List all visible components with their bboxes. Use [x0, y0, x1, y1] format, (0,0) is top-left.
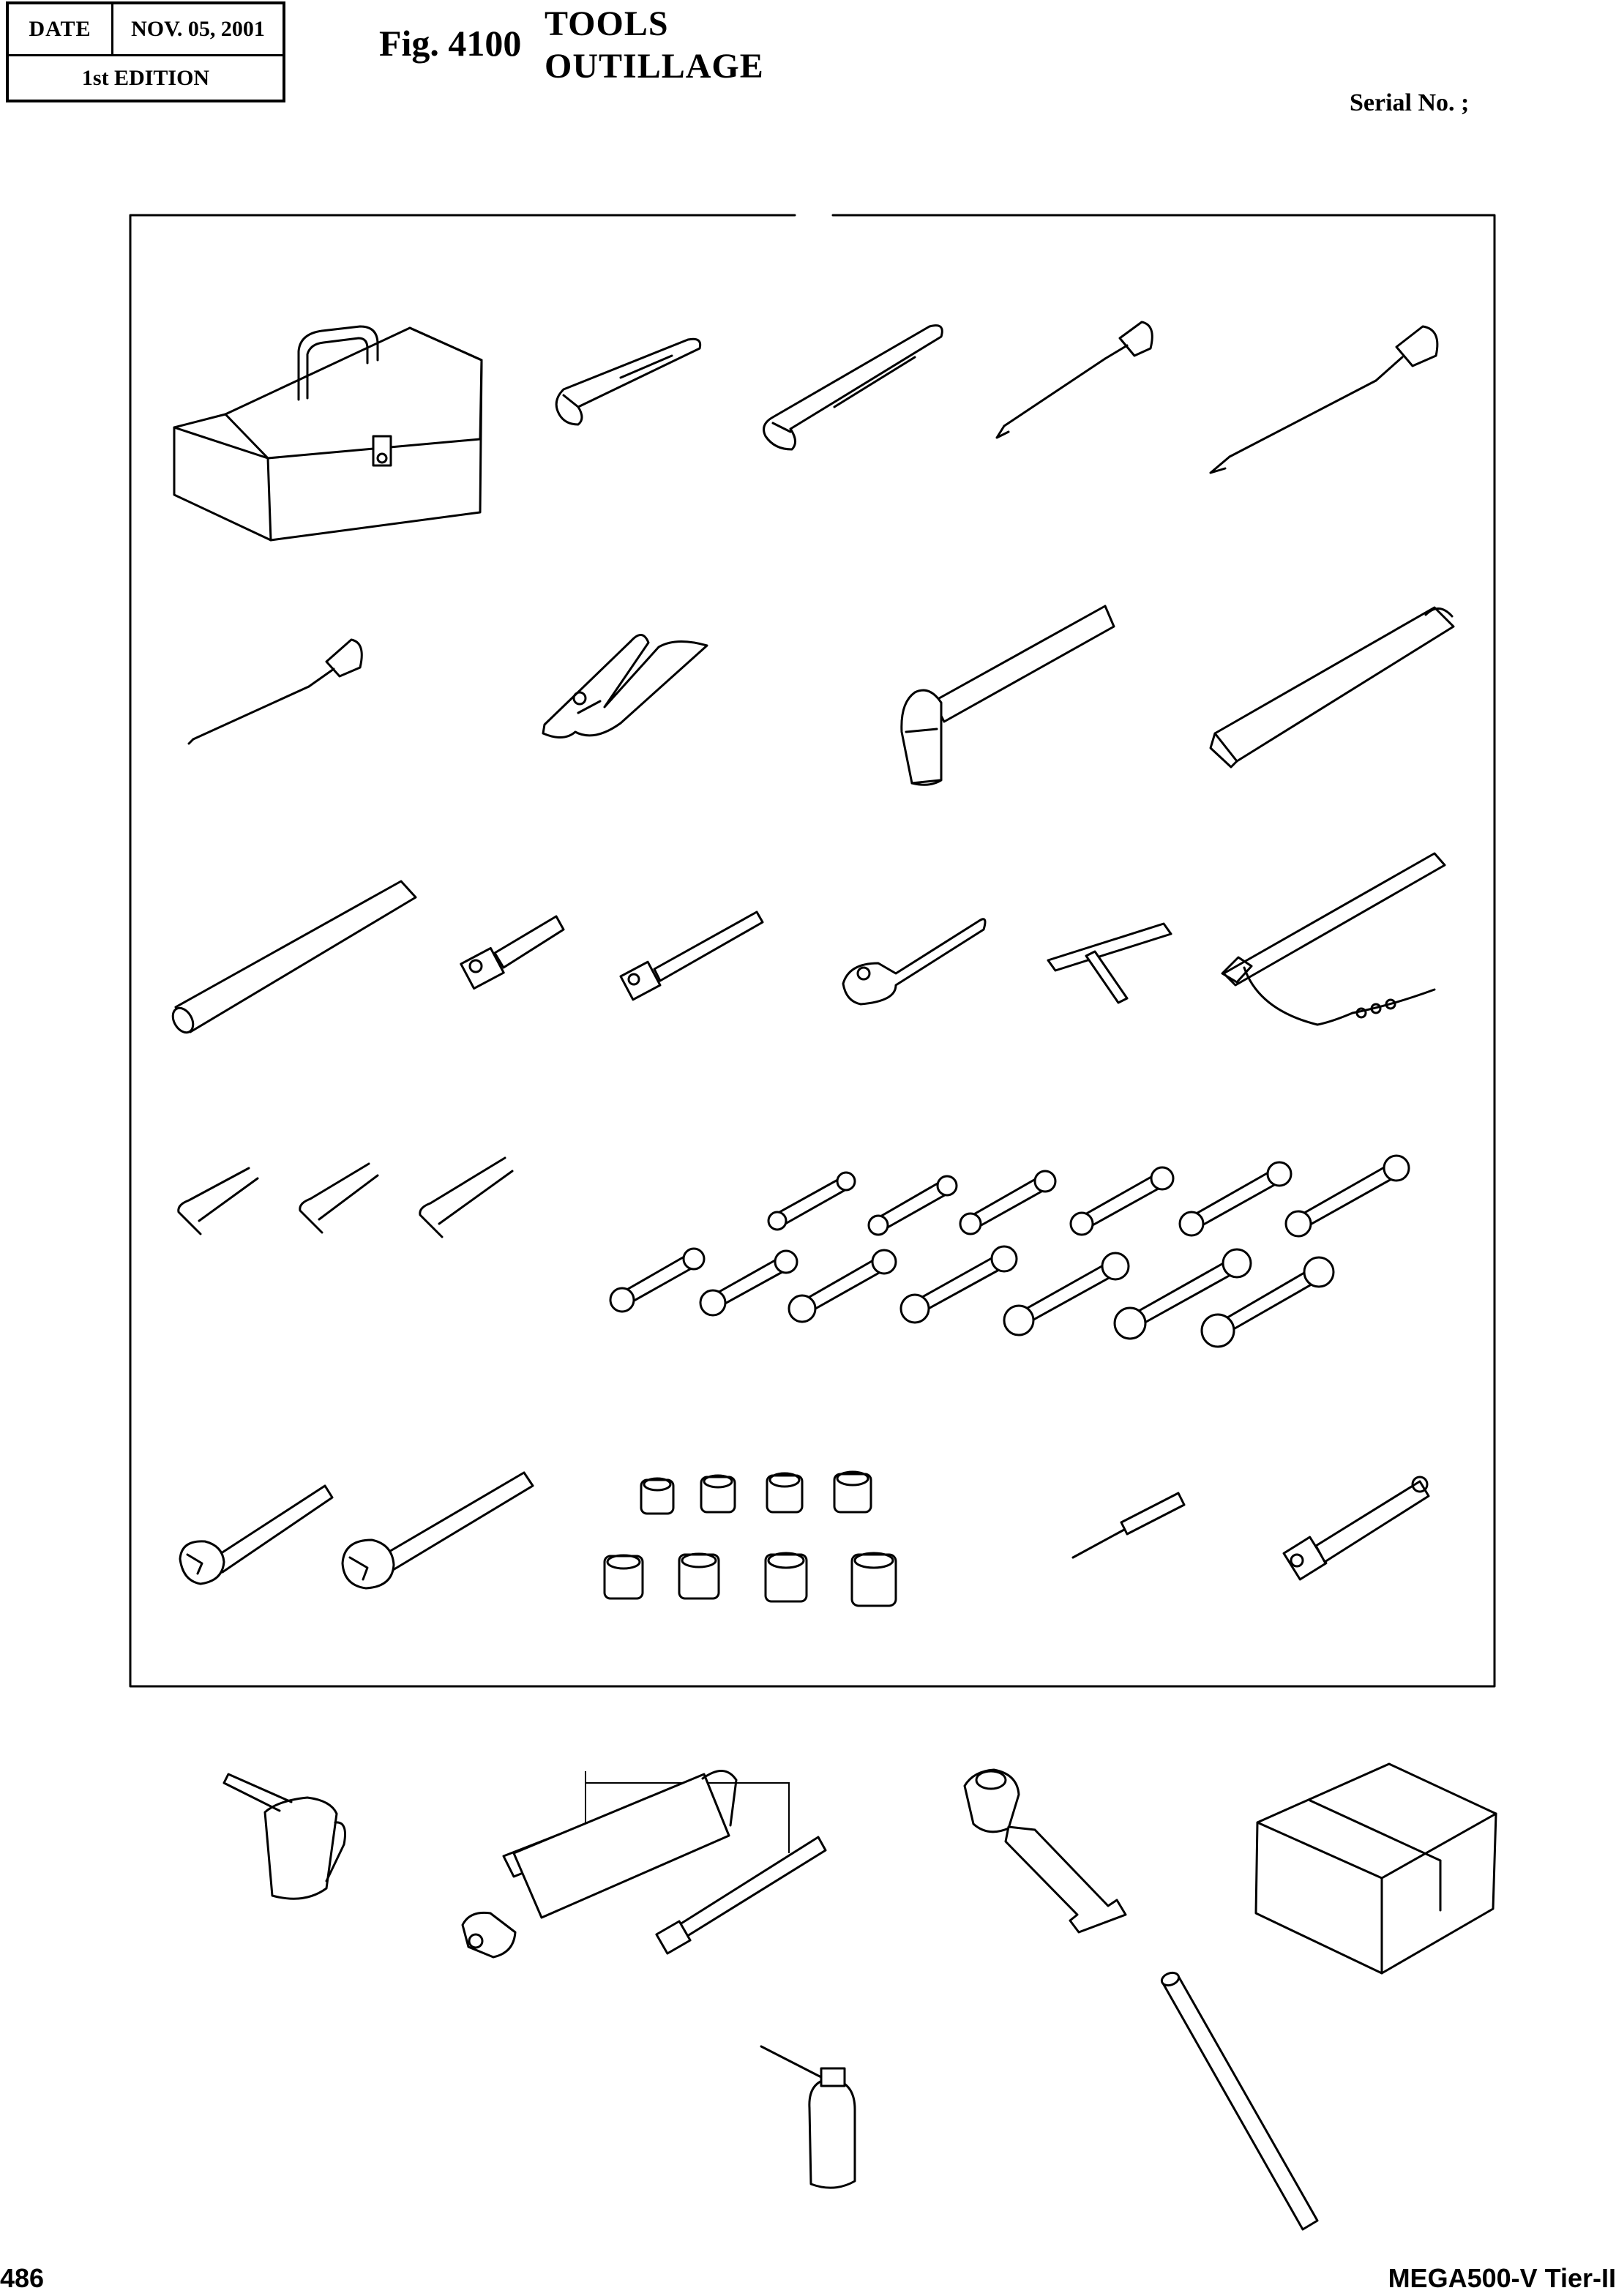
bar-long-icon — [1160, 1970, 1317, 2229]
oiler-icon — [761, 2046, 855, 2188]
figure-number: Fig. 4100 — [379, 23, 522, 64]
screwdriver-large-icon — [1211, 326, 1437, 473]
edition-label: 1st EDITION — [81, 65, 210, 90]
title-french: OUTILLAGE — [545, 47, 764, 86]
box-wrench-icon — [1284, 1477, 1429, 1579]
serial-number: Serial No. ; — [1350, 89, 1470, 116]
extension-bar-icon — [169, 881, 416, 1036]
screwdriver-small-icon — [997, 322, 1152, 438]
socket-extension-long-icon — [621, 912, 763, 1000]
ratchet-handle-icon — [843, 919, 985, 1004]
hex-key-medium-icon — [300, 1164, 378, 1233]
chain-wrench-icon — [1222, 853, 1445, 1025]
adjustable-wrench-large-icon — [764, 326, 943, 449]
adjustable-wrench-small-icon — [556, 339, 700, 425]
date-value: NOV. 05, 2001 — [131, 17, 265, 41]
grease-gun-icon — [463, 1770, 826, 1957]
single-open-wrench-large-icon — [343, 1473, 533, 1588]
title-english: TOOLS — [545, 4, 669, 43]
t-handle-wrench-icon — [1048, 924, 1171, 1003]
page-number: 486 — [0, 2263, 45, 2293]
bar-flat-end-icon — [1211, 607, 1454, 767]
hex-key-small-icon — [179, 1168, 258, 1234]
hammer-icon — [902, 606, 1114, 785]
small-driver-bit-icon — [1073, 1493, 1184, 1558]
socket-set — [605, 1472, 896, 1606]
tube-fitting-icon — [965, 1770, 1126, 1932]
date-label: DATE — [9, 4, 113, 54]
parts-box-icon — [1256, 1764, 1496, 1973]
oil-can-icon — [224, 1774, 345, 1899]
pliers-icon — [543, 635, 707, 737]
model-name: MEGA500-V Tier-II — [1388, 2263, 1616, 2293]
awl-icon — [189, 640, 362, 744]
wrench-heads — [610, 1156, 1409, 1347]
socket-extension-short-icon — [461, 916, 564, 989]
toolbox-icon — [174, 326, 482, 540]
single-open-wrench-medium-icon — [180, 1486, 332, 1584]
hex-key-large-icon — [420, 1158, 512, 1237]
